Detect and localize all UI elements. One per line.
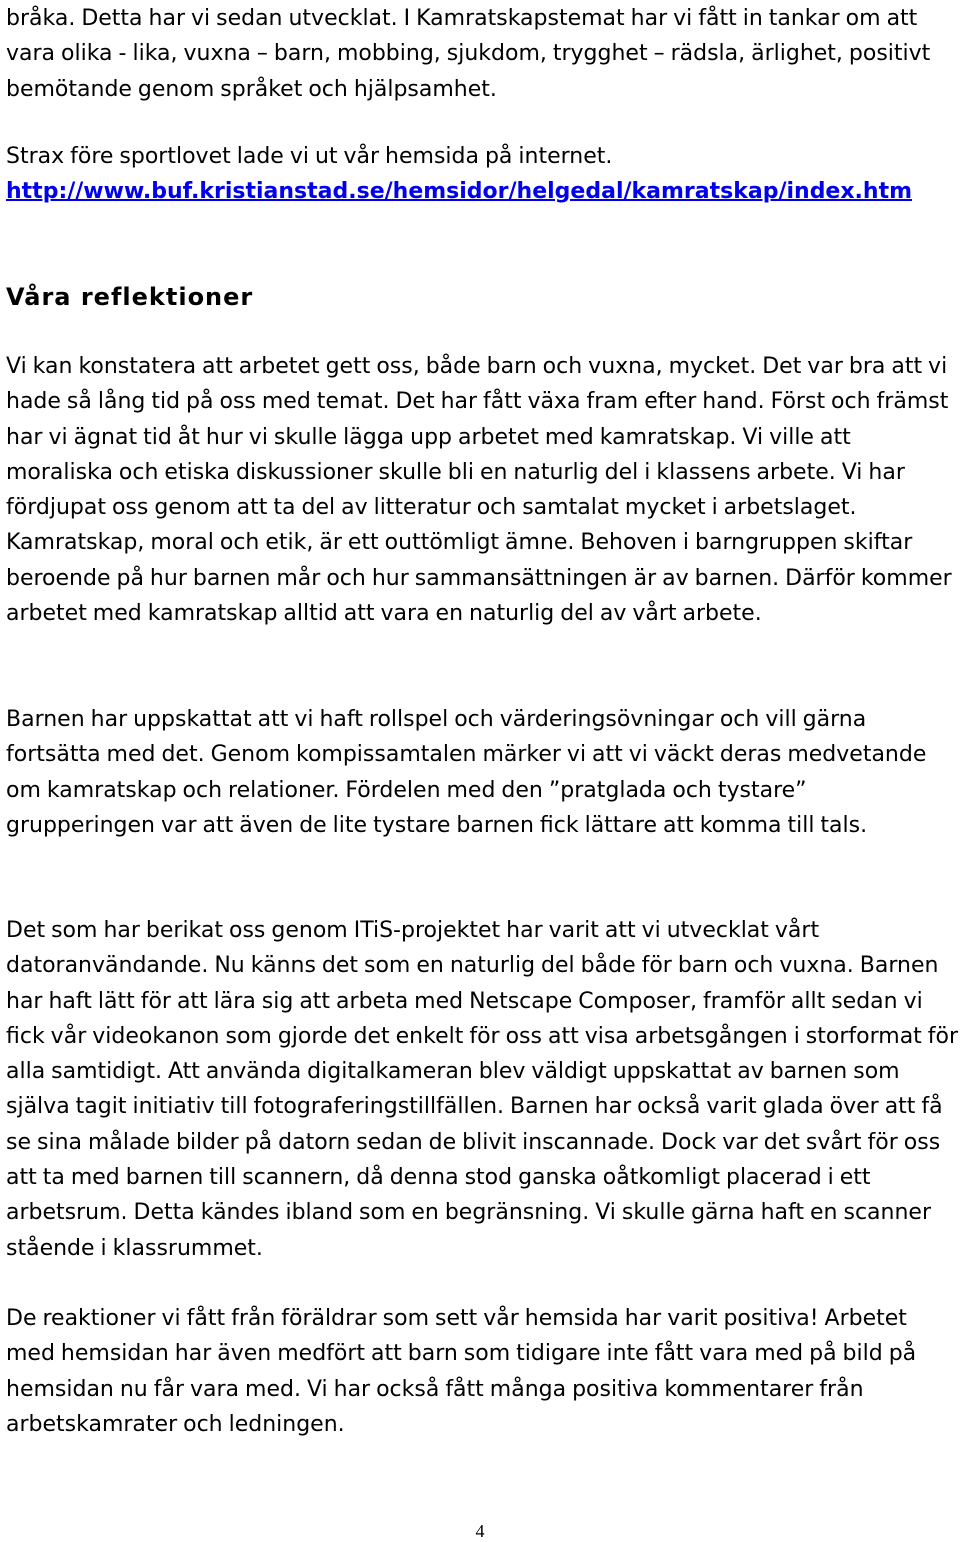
roleplay-paragraph: Barnen har uppskattat att vi haft rollspel och värderingsövningar och vill gärna fortsätta med det. Genom kompissamtalen märker vi att vi väckt deras medvetande om kamratskap och relationer. Fördelen med den ”pratglada och tystare” grupperingen var att även de lite tystare barnen fick lättare att komma till tals. [6, 707, 927, 838]
itis-paragraph: Det som har berikat oss genom ITiS-projektet har varit att vi utvecklat vårt datoranvändande. Nu känns det som en naturlig del både för barn och vuxna. Barnen har haft lätt för att lära sig att arbeta med Netscape Composer, framför allt sedan vi fick vår videokanon som gjorde det enkelt för oss att visa arbetsgången i storformat för alla samtidigt. Att använda digitalkameran blev väldigt uppskattat av barnen som själva tagit initiativ till fotograferingstillfällen. Barnen har också varit glada över att få se sina målade bilder på datorn sedan de blivit inscannade. Dock var det svårt för oss att ta med barnen till scannern, då denna stod ganska oåtkomligt placerad i ett arbetsrum. Detta kändes ibland som en begränsning. Vi skulle gärna haft en scanner stående i klassrummet. [6, 918, 959, 1261]
homepage-text: Strax före sportlovet lade vi ut vår hemsida på internet. [6, 144, 613, 169]
page-number: 4 [475, 1521, 485, 1541]
homepage-paragraph [6, 139, 960, 210]
reactions-paragraph: De reaktioner vi fått från föräldrar som sett vår hemsida har varit positiva! Arbetet med hemsidan har även medfört att barn som tidigare inte fått vara med på bild på hemsidan nu får vara med. Vi har också fått många positiva kommentarer från arbetskamrater och ledningen. [6, 1306, 917, 1437]
reflections-heading: Våra reflektioner [6, 283, 254, 311]
intro-paragraph: bråka. Detta har vi sedan utvecklat. I Kamratskapstemat har vi fått in tankar om att vara olika - lika, vuxna – barn, mobbing, sjukdom, trygghet – rädsla, ärlighet, positivt bemötande genom språket och hjälpsamhet. [6, 6, 931, 102]
reflections-paragraph: Vi kan konstatera att arbetet gett oss, både barn och vuxna, mycket. Det var bra att vi hade så lång tid på oss med temat. Det har fått växa fram efter hand. Först och främst har vi ägnat tid åt hur vi skulle lägga upp arbetet med kamratskap. Vi ville att moraliska och etiska diskussioner skulle bli en naturlig del i klassens arbete. Vi har fördjupat oss genom att ta del av litteratur och samtalat mycket i arbetslaget. Kamratskap, moral och etik, är ett outtömligt ämne. Behoven i barngruppen skiftar beroende på hur barnen mår och hur sammansättningen är av barnen. Därför kommer arbetet med kamratskap alltid att vara en naturlig del av vårt arbete. [6, 354, 952, 627]
homepage-link[interactable]: http://www.buf.kristianstad.se/hemsidor/helgedal/kamratskap/index.htm [6, 179, 913, 205]
